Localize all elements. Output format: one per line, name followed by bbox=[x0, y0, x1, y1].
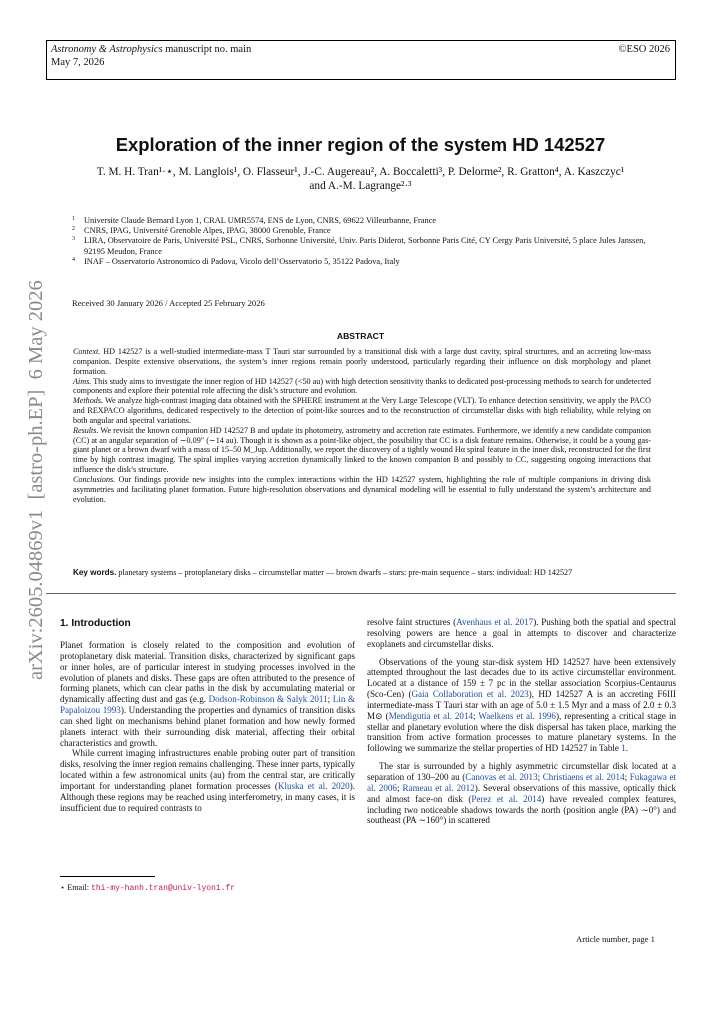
affiliation-item: 1 Universite Claude Bernard Lyon 1, CRAL UMR5574, ENS de Lyon, CNRS, 69622 Villeurbanne, France bbox=[72, 216, 437, 225]
copyright-notice: ©ESO 2026 bbox=[618, 44, 670, 55]
arxiv-stamp-text: arXiv:2605.04869v1 [astro-ph.EP] 6 May 2026 bbox=[25, 280, 47, 680]
citation-link[interactable]: Gaia Collaboration et al. 2023 bbox=[411, 689, 529, 700]
abstract-body bbox=[73, 347, 651, 505]
intro-paragraph: resolve faint structures (Avenhaus et al. 2017). Pushing both the spatial and spectral resolving powers are hence a goal in attempts to discover and characterize exoplanets and circumstellar disks. bbox=[367, 617, 676, 649]
abstract-conclusions: Conclusions. Our findings provide new insights into the complex interactions within the HD 142527 system, highlighting the role of multiple companions in driving disk asymmetries and facilitating planet formation. Future high-resolution observations and dynamical modeling will be essential to fully understand the system’s architecture and evolution. bbox=[73, 474, 651, 504]
citation-link[interactable]: Rameau et al. 2012 bbox=[402, 782, 475, 793]
citation-link[interactable]: Kluska et al. 2020 bbox=[277, 780, 350, 791]
received-dates: Received 30 January 2026 / Accepted 25 February 2026 bbox=[72, 298, 265, 308]
affiliation-item: 2 CNRS, IPAG, Université Grenoble Alpes, IPAG, 38000 Grenoble, France bbox=[72, 226, 331, 236]
affiliation-item: 4 INAF – Osservatorio Astronomico di Padova, Vicolo dell’Osservatorio 5, 35122 Padova, Italy bbox=[72, 256, 400, 266]
abstract-context: Context. HD 142527 is a well-studied intermediate-mass T Tauri star surrounded by a transitional disk with a large dust cavity, spiral structures, and an accreting low-mass companion. Despite extensive observations, the system’s inner regions remain poorly understood, particularly regarding their influence on disk morphology and planet formation. bbox=[73, 347, 651, 376]
arxiv-stamp[interactable] bbox=[8, 242, 58, 682]
email-link[interactable]: thi-my-hanh.tran@univ-lyon1.fr bbox=[91, 884, 236, 893]
author-line-1: T. M. H. Tran¹·⋆, M. Langlois¹, O. Flasseur¹, J.-C. Augereau², A. Boccaletti³, P. Delorme², R. Gratton⁴, A. Kaszczyc¹ bbox=[96, 166, 625, 178]
citation-link[interactable]: Avenhaus et al. 2017 bbox=[456, 617, 534, 627]
citation-link[interactable]: Mendigutía et al. 2014 bbox=[388, 710, 473, 721]
citation-link[interactable]: Perez et al. 2014 bbox=[471, 793, 542, 804]
manuscript-label: manuscript no. main bbox=[162, 44, 252, 55]
citation-link[interactable]: Dodson-Robinson & Salyk 2011 bbox=[208, 694, 328, 705]
intro-paragraph: While current imaging infrastructures enable probing outer part of transition disks, resolving the inner region remains challenging. These inner parts, typically located within a few astronomical units (au) from the central star, are critically important for understanding planet formation processes (Kluska et al. 2020). Although these regions may be reached using interferometry, in many cases, it is insufficient due to required contrasts to bbox=[60, 748, 355, 813]
keywords: Key words. planetary systems – protoplanetary disks – circumstellar matter — brown dwarfs – stars: pre-main sequence – stars: individual: HD 142527 bbox=[73, 568, 573, 577]
author-list bbox=[60, 166, 661, 193]
paper-title: Exploration of the inner region of the system HD 142527 bbox=[115, 134, 606, 155]
affiliation-item: 3 LIRA, Observatoire de Paris, Université PSL, CNRS, Sorbonne Université, Univ. Paris Diderot, Sorbonne Paris Cité, CY Cergy Paris Université, 5 place Jules Janssen, 92195 Meudon, France bbox=[72, 236, 646, 256]
citation-link[interactable]: Fukagawa et al. 2006 bbox=[367, 771, 677, 793]
journal-name: Astronomy & Astrophysics bbox=[51, 44, 163, 55]
section-heading: 1. Introduction bbox=[60, 618, 131, 629]
intro-paragraph: The star is surrounded by a highly asymmetric circumstellar disk located at a separation of 130–200 au (Canovas et al. 2013; Christiaens et al. 2014; Fukagawa et al. 2006; Rameau et al. 2012). Several observations of this massive, optically thick and almost face-on disk (Perez et al. 2014) have revealed complex features, including two noticeable shadows towards the north (position angle (PA) ∼0°) and southeast (PA ∼160°) in scattered bbox=[367, 761, 677, 826]
abstract-methods: Methods. We analyze high-contrast imaging data obtained with the SPHERE instrument at the Very Large Telescope (VLT). To enhance detection sensitivity, we apply the PACO and REXPACO algorithms, dedicated respectively to the detection of point-like sources and to the reconstruction of circumstellar disks with high reliability, while relying on both angular and spectral variations. bbox=[73, 396, 651, 425]
intro-paragraph: Observations of the young star-disk system HD 142527 have been extensively attempted throughout the last decades due to its active circumstellar environment. Located at a distance of 159 ± 7 pc in the stellar association Scorpius-Centaurus (Sco-Cen) (Gaia Collaboration et al. 2023), HD 142527 A is an accreting F6III intermediate-mass T Tauri star with an age of 5.0 ± 1.5 Myr and a mass of 2.0 ± 0.3 M⊙ (Mendigutía et al. 2014; Waelkens et al. 1996), representing a critical stage in stellar and planetary evolution where the disk dispersal has taken place, marking the transition from active formation processes to mature planetary systems. In the following we summarize the stellar properties of HD 142527 in Table 1. bbox=[367, 656, 676, 754]
affiliation-list bbox=[72, 216, 652, 267]
abstract-aims: Aims. This study aims to investigate the inner region of HD 142527 (<50 au) with high detection sensitivity thanks to dedicated post-processing methods to search for undetected components and explore their potential role affecting the disk’s structure and evolution. bbox=[73, 376, 651, 396]
citation-link[interactable]: Waelkens et al. 1996 bbox=[478, 710, 556, 721]
citation-link[interactable]: 1 bbox=[621, 743, 626, 754]
citation-link[interactable]: Lin & Papaloizou 1993 bbox=[60, 694, 355, 716]
page-number: Article number, page 1 bbox=[576, 934, 655, 944]
left-column bbox=[60, 640, 355, 814]
footnote: ⋆ Email: thi-my-hanh.tran@univ-lyon1.fr bbox=[60, 883, 236, 893]
section-divider bbox=[46, 593, 676, 594]
intro-paragraph: Planet formation is closely related to the composition and evolution of protoplanetary disk material. Transition disks, characterized by significant gaps or inner holes, are of particular interest in studying processes involved in the evolution of planets and disks. These gaps are often attributed to the presence of forming planets, which can clear paths in the disk by accumulating material or dynamically affecting dust and gas (e.g. Dodson-Robinson & Salyk 2011; Lin & Papaloizou 1993). Understanding the properties and dynamics of transition disks can shed light on mechanisms behind planet formation and how newly formed planets interact with their surrounding disk material, affecting their orbital characteristics and growth. bbox=[60, 640, 355, 748]
running-header bbox=[46, 40, 676, 80]
author-line-2: and A.-M. Lagrange²·³ bbox=[309, 179, 412, 192]
citation-link[interactable]: Christiaens et al. 2014 bbox=[542, 771, 625, 782]
header-date: May 7, 2026 bbox=[51, 56, 105, 68]
right-column bbox=[367, 617, 676, 826]
footnote-rule bbox=[60, 876, 155, 877]
abstract-results: Results. We revisit the known companion HD 142527 B and update its photometry, astrometry and accretion rate estimates. Furthermore, we identify a new candidate companion (CC) at an angular separation of ∼0.09″ (∼14 au). Though it is shown as a point-like object, the possibility that CC is a disk feature remains. Otherwise, it could be a young gas-giant planet or a brown dwarf with a mass of 15–50 M_Jup. Additionally, we report the discovery of a tightly wound Hα spiral feature in the inner disk, reconstructed for the first time by high contrast imaging. The spiral implies varying accretion dynamically linked to the known companion B and possibly to CC, suggesting ongoing interactions that influence the disk’s structure. bbox=[73, 425, 651, 475]
abstract-heading: ABSTRACT bbox=[336, 331, 385, 341]
citation-link[interactable]: Canovas et al. 2013 bbox=[465, 771, 538, 782]
